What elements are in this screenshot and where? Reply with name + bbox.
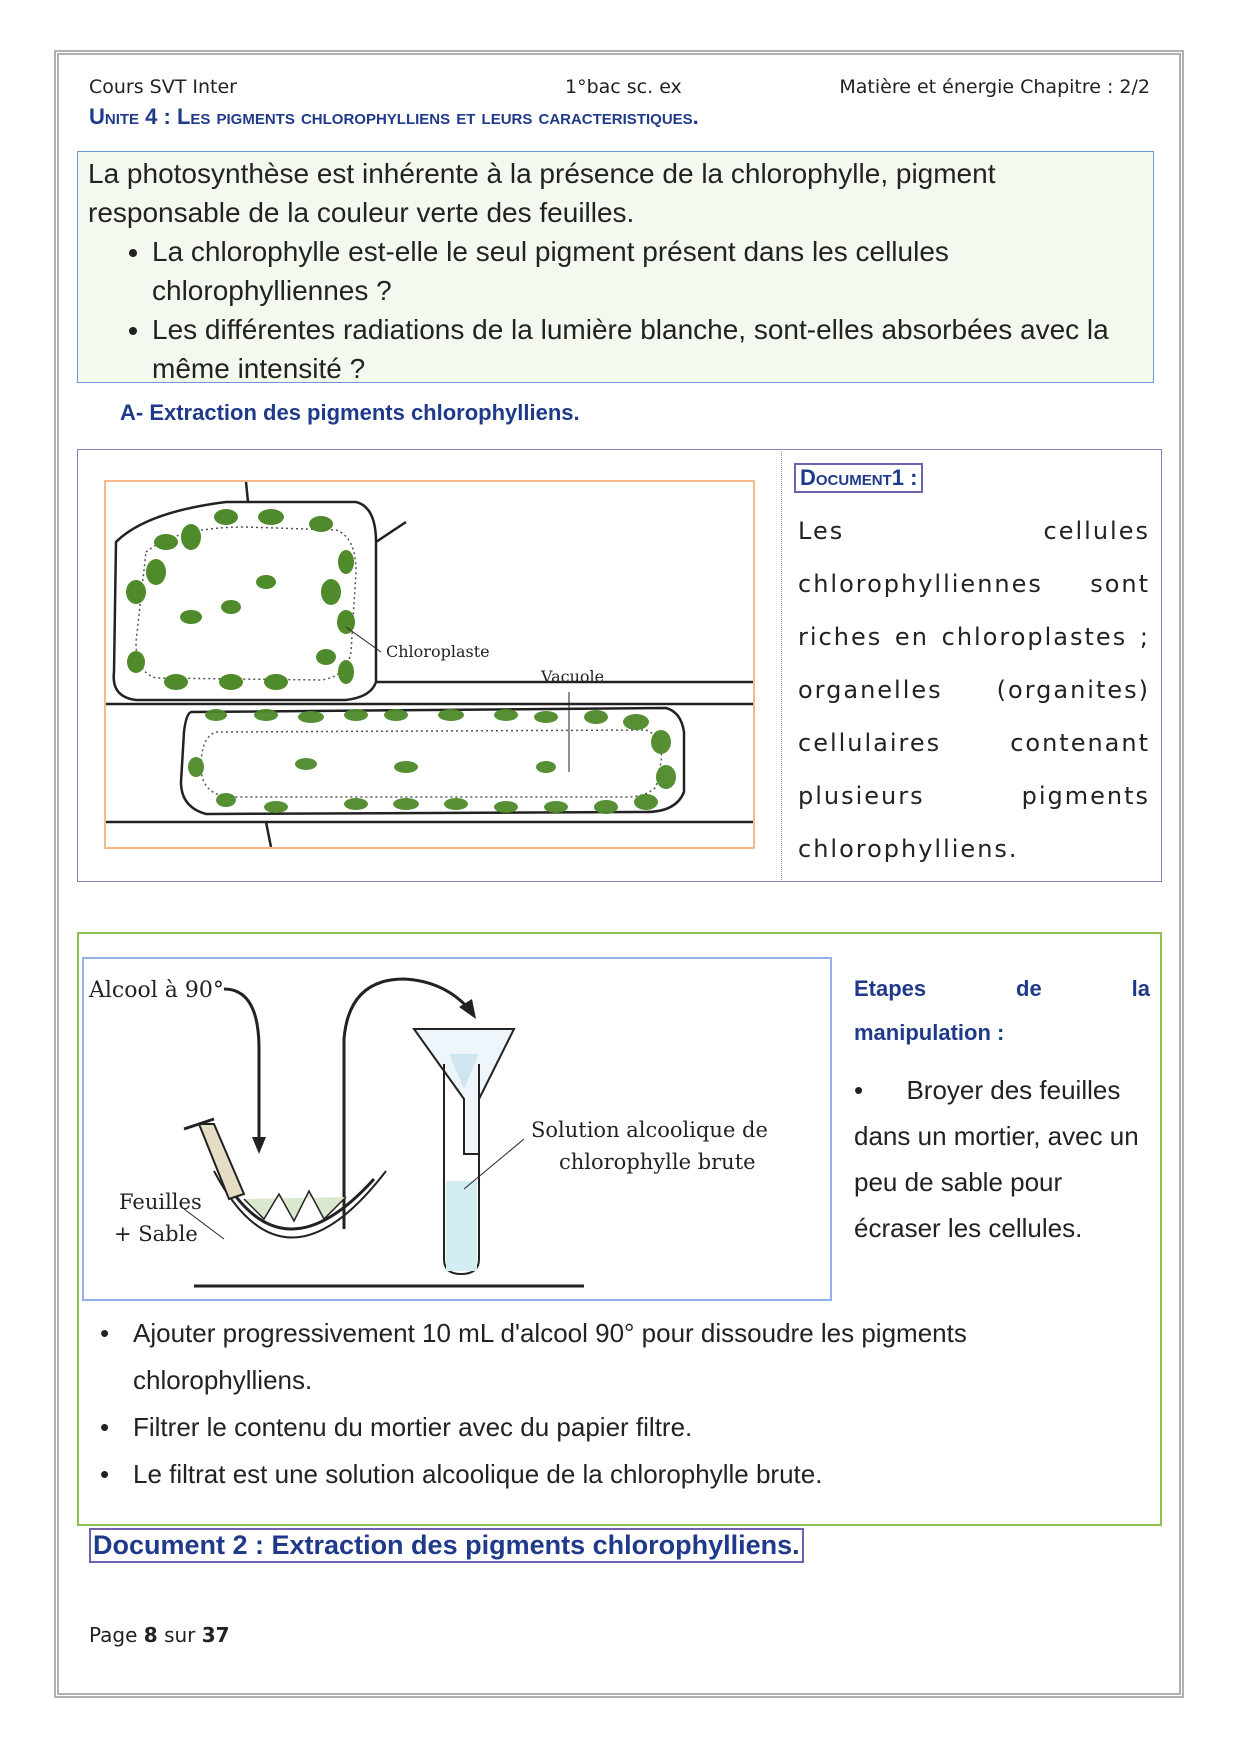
alcohol-label: Alcool à 90° xyxy=(89,978,224,1003)
solution-label-1: Solution alcoolique de xyxy=(531,1118,768,1142)
header-level: 1°bac sc. ex xyxy=(565,76,682,98)
section-a-heading: A- Extraction des pigments chlorophylliens. xyxy=(120,400,580,425)
step-1: • Broyer des feuilles dans un mortier, avec un peu de sable pour écraser les cellules. xyxy=(854,1075,1139,1243)
solution-label-2: chlorophylle brute xyxy=(559,1150,756,1174)
cell-drawing xyxy=(106,482,753,847)
extraction-figure xyxy=(82,957,832,1301)
step-4: • Le filtrat est une solution alcoolique de la chlorophylle brute. xyxy=(100,1451,1140,1498)
total-pages: 37 xyxy=(201,1623,230,1647)
steps-heading-2: manipulation : xyxy=(854,1020,1005,1045)
intro-text: La photosynthèse est inhérente à la présence de la chlorophylle, pigment responsable de la couleur verte des feuilles. xyxy=(88,158,996,228)
header-chapter: Matière et énergie Chapitre : 2/2 xyxy=(839,76,1150,98)
intro-box xyxy=(77,151,1154,383)
leaves-label: Feuilles xyxy=(119,1190,202,1214)
page-title: Unite 4 : Les pigments chlorophylliens et leurs caracteristiques. xyxy=(89,104,699,129)
current-page: 8 xyxy=(143,1623,158,1647)
question-2: • Les différentes radiations de la lumière blanche, sont-elles absorbées avec la même intensité ? xyxy=(152,310,1143,388)
document-2-caption: Document 2 : Extraction des pigments chlorophylliens. xyxy=(89,1528,804,1563)
page-number xyxy=(89,1623,230,1647)
page-label: Page xyxy=(89,1623,138,1647)
document-1-label: Document1 : xyxy=(794,463,923,493)
cell-figure xyxy=(104,480,755,849)
sand-label: + Sable xyxy=(114,1222,198,1246)
step-1-text: Broyer des feuilles dans un mortier, avec un peu de sable pour écraser les cellules. xyxy=(854,1075,1139,1243)
step-3: • Filtrer le contenu du mortier avec du papier filtre. xyxy=(100,1404,1140,1451)
chloroplast-label: Chloroplaste xyxy=(386,642,490,661)
vacuole-label: Vacuole xyxy=(541,667,605,686)
step-2: • Ajouter progressivement 10 mL d'alcool 90° pour dissoudre les pigments chlorophylliens. xyxy=(100,1310,1140,1404)
steps-list xyxy=(100,1310,1140,1498)
document-1-text: Les cellules chlorophylliennes sont riches en chloroplastes ; organelles (organites) cellulaires contenant plusieurs pigments chlorophylliens. xyxy=(798,517,1150,863)
divider xyxy=(781,449,782,882)
header-course: Cours SVT Inter xyxy=(89,76,237,98)
extraction-drawing xyxy=(84,959,830,1299)
of-label: sur xyxy=(164,1623,196,1647)
steps-panel xyxy=(854,965,1150,1251)
steps-heading: Etapes de la xyxy=(854,976,1150,1001)
question-1: • La chlorophylle est-elle le seul pigment présent dans les cellules chlorophylliennes ? xyxy=(152,232,1143,310)
